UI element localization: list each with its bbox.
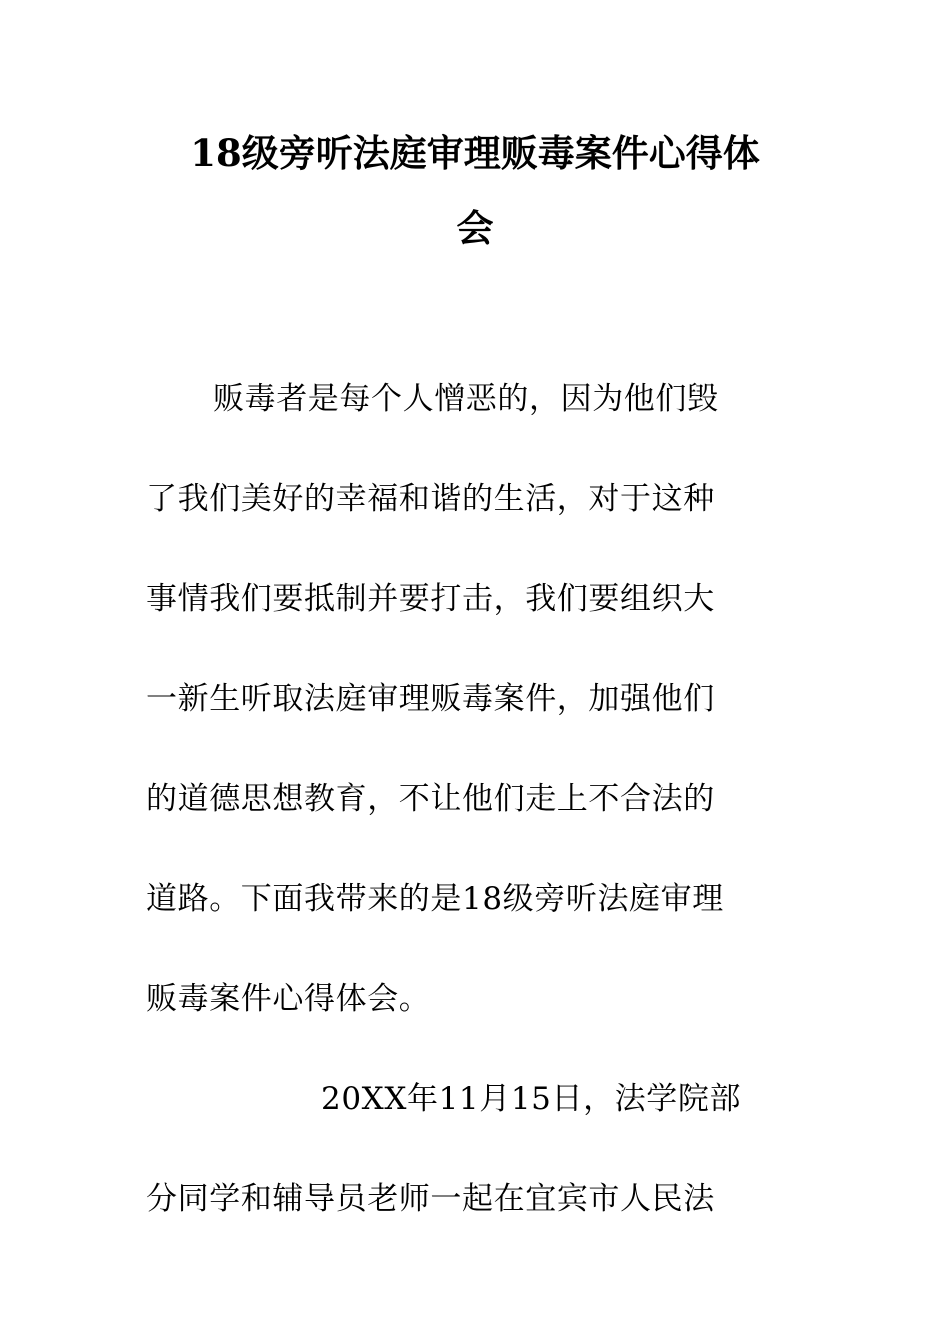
paragraph-1-line-6: 道路。下面我带来的是18级旁听法庭审理 xyxy=(146,881,724,917)
paragraph-1-line-1: 贩毒者是每个人憎恶的，因为他们毁 xyxy=(213,381,719,417)
paragraph-1-line-2: 了我们美好的幸福和谐的生活，对于这种 xyxy=(146,481,715,517)
paragraph-2-line-1: 20XX年11月15日，法学院部 xyxy=(321,1081,742,1117)
paragraph-1-line-5: 的道德思想教育，不让他们走上不合法的 xyxy=(146,781,715,817)
document-title-line-2: 会 xyxy=(456,206,494,250)
document-title-line-1: 18级旁听法庭审理贩毒案件心得体 xyxy=(190,131,760,175)
paragraph-1-line-3: 事情我们要抵制并要打击，我们要组织大 xyxy=(146,581,715,617)
paragraph-1-line-7: 贩毒案件心得体会。 xyxy=(146,981,431,1017)
paragraph-1-line-4: 一新生听取法庭审理贩毒案件，加强他们 xyxy=(146,681,715,717)
paragraph-2-line-2: 分同学和辅导员老师一起在宜宾市人民法 xyxy=(146,1181,715,1217)
